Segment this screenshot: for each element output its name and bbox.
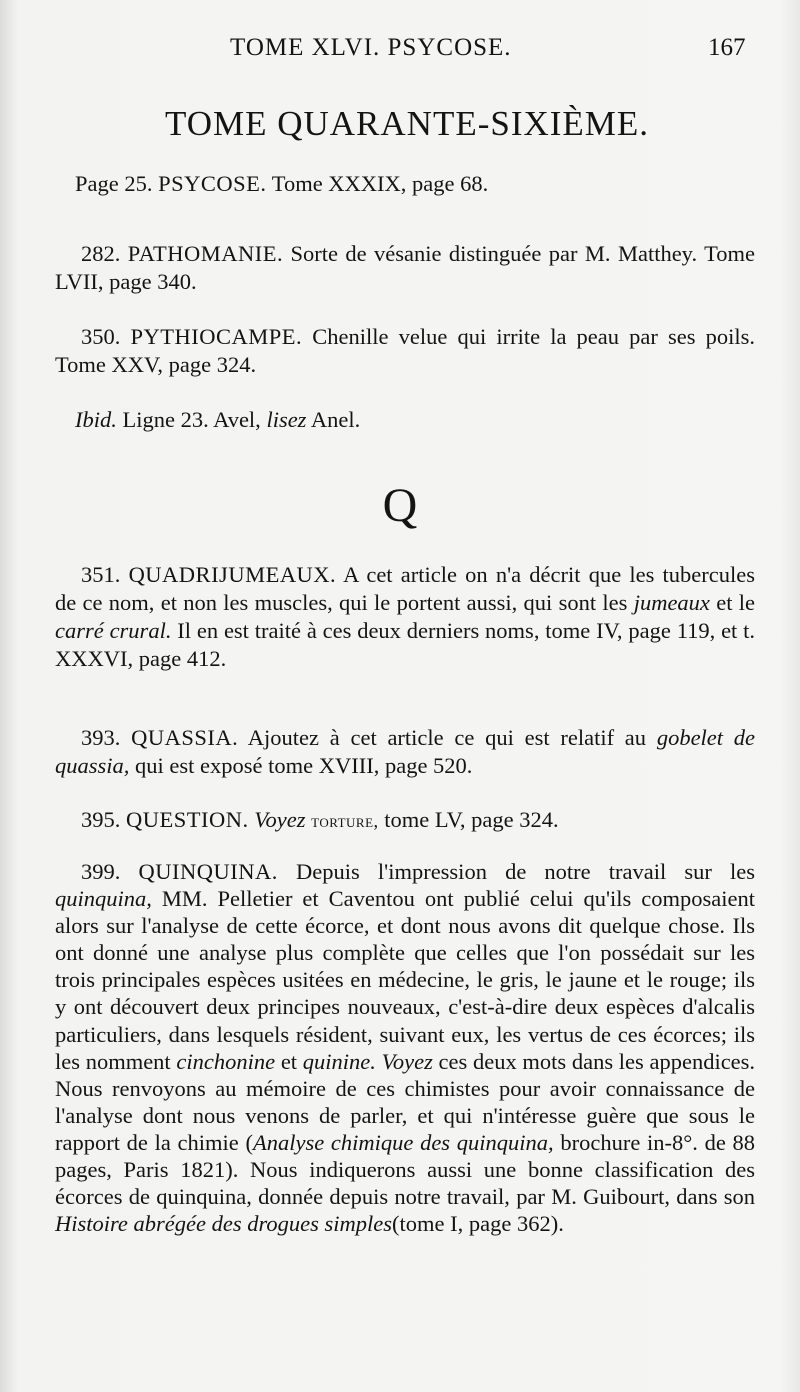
entry-number: 351.	[81, 562, 121, 587]
entry-italic: Analyse chimique des quinquina,	[252, 1129, 554, 1155]
entry-keyword: QUADRIJUMEAUX.	[128, 562, 337, 587]
entry-text: Chenille velue qui irrite la peau par ses poils. Tome XXV, page 324.	[55, 324, 756, 377]
entry-quinquina	[55, 858, 755, 1237]
entry-ibid	[55, 406, 755, 434]
running-head	[0, 34, 800, 66]
entry-number: 350.	[81, 324, 121, 349]
entry-psycose	[55, 170, 755, 198]
entry-italic: quinquina,	[55, 886, 152, 912]
ibid-correction: Anel.	[310, 407, 361, 432]
entry-cross-reference: torture,	[311, 811, 379, 831]
entry-text: MM. Pelletier et Caventou ont publié celui qu'ils composaient alors sur l'analyse de cette écorce, et dont nous avons dit quelque chose. Ils ont donné une analyse plus complète que celles que l'on possédait sur les trois principales espèces usitées en médecine, le gris, le jaune et le rouge; ils y ont découvert deux principes nouveaux, c'est-à-dire deux espèces d'alcalis particuliers, dans lesquels résident, suivant eux, les vertus de ces écorces; ils les nomment	[55, 886, 756, 1074]
entry-text: Sorte de vésanie distinguée par M. Matthey. Tome LVII, page 340.	[55, 241, 755, 294]
running-head-title: TOME XLVI. PSYCOSE.	[230, 34, 512, 61]
entry-text: Ajoutez à cet article ce qui est relatif au	[247, 725, 647, 750]
page-number: 167	[708, 34, 746, 61]
entry-voyez: Voyez	[381, 1048, 433, 1074]
section-letter: Q	[382, 479, 418, 532]
entry-keyword: QUESTION.	[126, 807, 249, 832]
entry-quassia	[55, 724, 755, 780]
entry-keyword: PYTHIOCAMPE.	[130, 324, 303, 349]
entry-number: Page 25.	[75, 171, 153, 196]
entry-number: 282.	[81, 241, 121, 266]
entry-italic: cinchonine	[176, 1048, 276, 1074]
ibid-lisez: lisez	[266, 407, 307, 432]
entry-italic: gobelet de quassia,	[55, 725, 756, 778]
entry-italic: quinine.	[302, 1048, 376, 1074]
entry-text: brochure in-8°. de 88 pages, Paris 1821). Nous indiquerons aussi une bonne classification des écorces de quinquina, donnée depuis notre travail, par M. Guibourt, dans son	[55, 1129, 756, 1210]
entry-number: 399.	[81, 859, 121, 884]
entry-pythiocampe	[55, 323, 755, 379]
entry-pathomanie	[55, 240, 755, 296]
entry-quadrijumeaux	[55, 561, 755, 673]
ibid-label: Ibid.	[75, 407, 117, 432]
entry-number: 395.	[81, 807, 121, 832]
entry-text: (tome I, page 362).	[392, 1211, 564, 1237]
entry-italic: carré crural.	[55, 618, 172, 643]
entry-voyez: Voyez	[254, 807, 306, 832]
entry-text: et le	[716, 590, 755, 615]
entry-italic: Histoire abrégée des drogues simples	[55, 1211, 393, 1237]
entry-keyword: QUASSIA.	[131, 725, 239, 750]
entry-text: Tome XXXIX, page 68.	[271, 171, 489, 196]
entry-text: ces deux mots dans les appendices. Nous renvoyons au mémoire de ces chimistes pour avoir connaissance de l'analyse dont nous venons de parler, et qui n'intéresse guère que sous le rapport de la chimie (	[55, 1048, 756, 1155]
entry-text: et	[280, 1048, 298, 1074]
entry-keyword: QUINQUINA.	[138, 859, 278, 884]
entry-text: Depuis l'impression de notre travail sur les	[296, 859, 756, 884]
entry-text: Il en est traité à ces deux derniers noms, tome IV, page 119, et t. XXXVI, page 412.	[55, 618, 756, 671]
section-heading: TOME QUARANTE-SIXIÈME.	[164, 104, 650, 143]
entry-text: A cet article on n'a décrit que les tubercules de ce nom, et non les muscles, qui le portent aussi, qui sont les	[55, 562, 756, 615]
entry-text: qui est exposé tome XVIII, page 520.	[135, 753, 473, 778]
ibid-text: Ligne 23. Avel,	[122, 407, 261, 432]
entry-italic: jumeaux	[633, 590, 710, 615]
entry-keyword: PATHOMANIE.	[127, 241, 284, 266]
entry-text: tome LV, page 324.	[384, 807, 559, 832]
entry-keyword: PSYCOSE.	[158, 171, 267, 196]
entry-number: 393.	[81, 725, 121, 750]
entry-question	[55, 806, 755, 835]
